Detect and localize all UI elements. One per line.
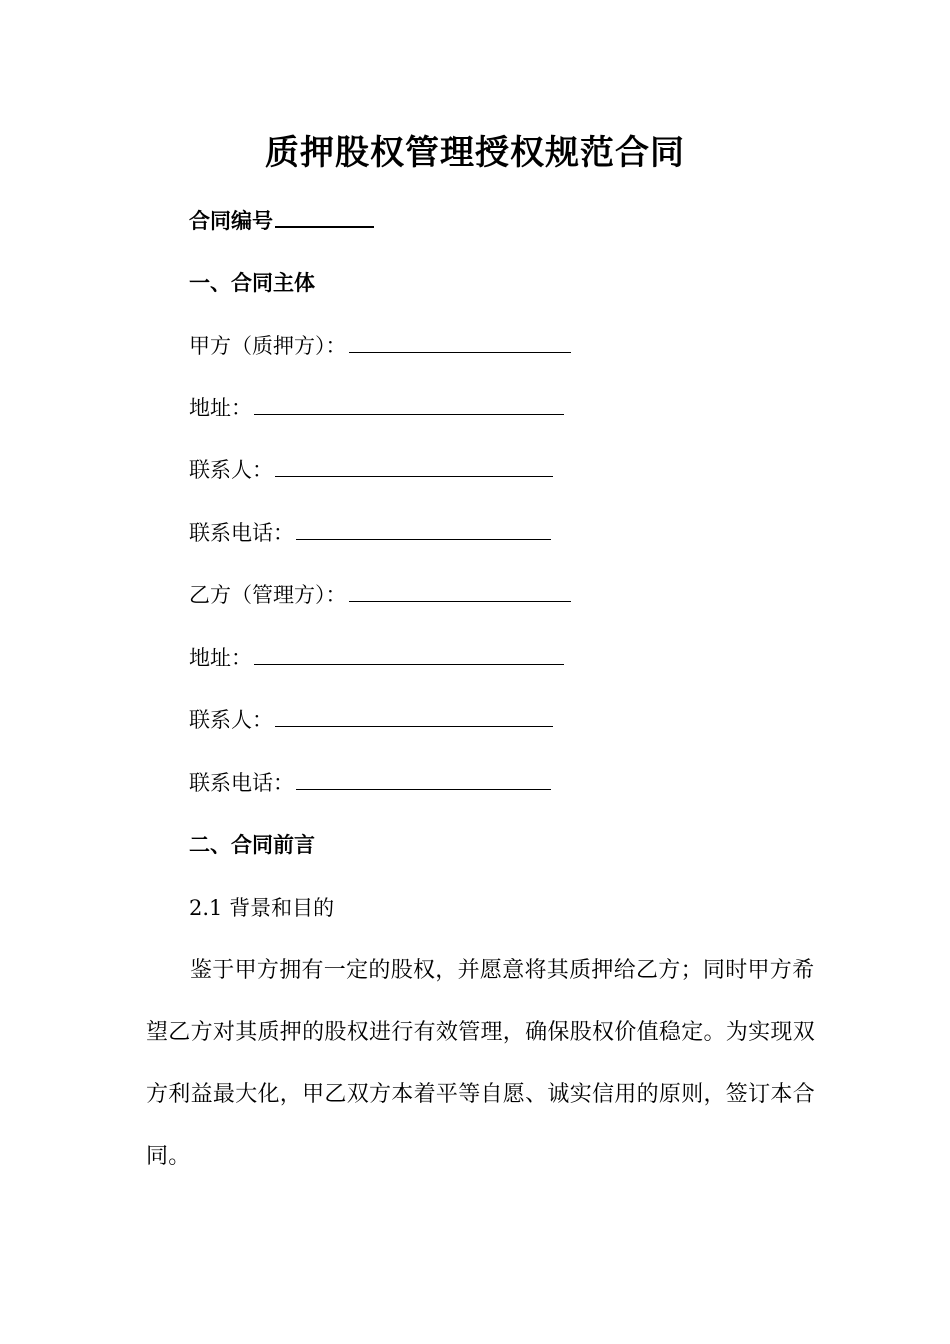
- party-b-phone-label: 联系电话：: [189, 771, 294, 795]
- party-b-contact-row: [189, 705, 553, 735]
- paragraph-2-1: 鉴于甲方拥有一定的股权，并愿意将其质押给乙方；同时甲方希望乙方对其质押的股权进行有效管理，确保股权价值稳定。为实现双方利益最大化，甲乙双方本着平等自愿、诚实信用的原则，签订本合同。: [146, 958, 816, 1169]
- party-b-phone-blank[interactable]: [296, 769, 551, 790]
- party-a-label: 甲方（质押方）：: [189, 334, 347, 358]
- contract-number-blank[interactable]: [275, 206, 374, 228]
- party-b-address-row: [189, 643, 564, 673]
- party-a-blank[interactable]: [349, 332, 571, 353]
- party-a-contact-label: 联系人：: [189, 458, 273, 482]
- party-b-label: 乙方（管理方）：: [189, 583, 347, 607]
- party-b-contact-blank[interactable]: [275, 706, 553, 727]
- party-b-row: [189, 580, 571, 610]
- section-1-heading: 一、合同主体: [189, 271, 315, 295]
- party-a-phone-label: 联系电话：: [189, 521, 294, 545]
- party-a-address-row: [189, 393, 564, 423]
- party-a-contact-row: [189, 455, 553, 485]
- subsection-2-1-heading: 2.1 背景和目的: [189, 896, 335, 920]
- contract-number-row: [189, 206, 374, 236]
- party-b-address-blank[interactable]: [254, 644, 564, 665]
- party-a-row: [189, 331, 571, 361]
- party-b-blank[interactable]: [349, 581, 571, 602]
- document-title: 质押股权管理授权规范合同: [265, 133, 685, 173]
- section-2-heading: 二、合同前言: [189, 833, 315, 857]
- party-a-phone-row: [189, 518, 551, 548]
- contract-number-label: 合同编号: [189, 209, 273, 233]
- party-a-phone-blank[interactable]: [296, 519, 551, 540]
- party-b-address-label: 地址：: [189, 646, 252, 670]
- party-b-phone-row: [189, 768, 551, 798]
- party-a-contact-blank[interactable]: [275, 456, 553, 477]
- party-b-contact-label: 联系人：: [189, 708, 273, 732]
- party-a-address-label: 地址：: [189, 396, 252, 420]
- party-a-address-blank[interactable]: [254, 394, 564, 415]
